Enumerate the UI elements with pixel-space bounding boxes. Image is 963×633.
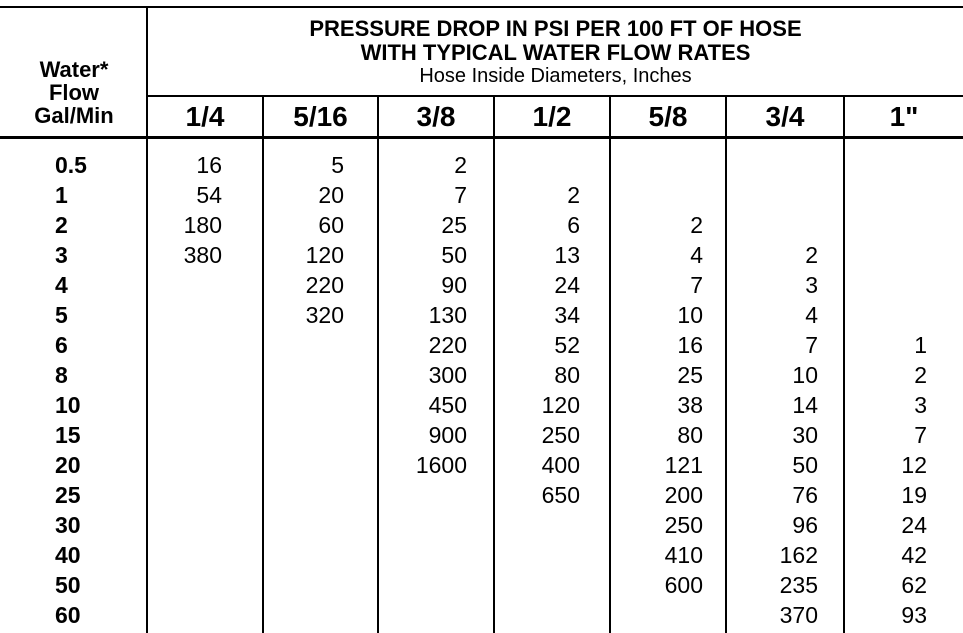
table-cell: 50 xyxy=(792,452,818,478)
table-cell: 2 xyxy=(914,362,927,388)
table-cell xyxy=(244,450,344,480)
table-cell: 235 xyxy=(779,572,818,598)
column-header: 5/8 xyxy=(648,101,688,132)
table-cell: 1 xyxy=(914,332,927,358)
table-cell xyxy=(122,450,222,480)
table-cell: 7 xyxy=(914,422,927,448)
table-cell: 320 xyxy=(305,302,344,328)
row-flow-label: 1 xyxy=(55,182,68,208)
table-cell xyxy=(367,570,467,600)
table-cell: 96 xyxy=(792,512,818,538)
table-cell xyxy=(367,510,467,540)
table-cell: 200 xyxy=(664,482,703,508)
table-cell xyxy=(480,540,580,570)
table-cell: 14 xyxy=(792,392,818,418)
table-cell: 7 xyxy=(690,272,703,298)
table-cell xyxy=(827,210,927,240)
table-cell xyxy=(718,150,818,180)
table-cell xyxy=(122,510,222,540)
row-flow-label: 0.5 xyxy=(55,152,87,178)
table-cell xyxy=(244,330,344,360)
table-cell: 90 xyxy=(441,272,467,298)
table-cell: 5 xyxy=(331,152,344,178)
table-cell: 650 xyxy=(541,482,580,508)
table-cell: 19 xyxy=(901,482,927,508)
table-cell xyxy=(244,360,344,390)
table-cell: 900 xyxy=(428,422,467,448)
column-header: 1/4 xyxy=(185,101,225,132)
table-cell xyxy=(480,600,580,630)
table-cell: 220 xyxy=(305,272,344,298)
table-cell: 300 xyxy=(428,362,467,388)
table-cell xyxy=(827,300,927,330)
flow-header-line-1: Water* xyxy=(39,57,109,82)
table-cell: 130 xyxy=(428,302,467,328)
table-cell: 450 xyxy=(428,392,467,418)
table-cell xyxy=(122,330,222,360)
row-flow-label: 5 xyxy=(55,302,68,328)
table-cell: 38 xyxy=(677,392,703,418)
table-cell: 250 xyxy=(541,422,580,448)
table-cell xyxy=(827,240,927,270)
top-border xyxy=(0,6,963,8)
table-cell xyxy=(244,510,344,540)
table-title-line-2: WITH TYPICAL WATER FLOW RATES xyxy=(360,40,751,65)
row-flow-label: 15 xyxy=(55,422,81,448)
table-cell: 410 xyxy=(664,542,703,568)
table-cell: 4 xyxy=(805,302,818,328)
table-cell: 3 xyxy=(914,392,927,418)
table-cell: 220 xyxy=(428,332,467,358)
table-cell xyxy=(718,180,818,210)
column-header: 5/16 xyxy=(293,101,348,132)
column-header: 3/4 xyxy=(765,101,805,132)
table-cell xyxy=(122,390,222,420)
table-cell xyxy=(367,480,467,510)
table-cell: 370 xyxy=(779,602,818,628)
table-cell: 180 xyxy=(183,212,222,238)
table-cell: 380 xyxy=(183,242,222,268)
table-cell xyxy=(122,360,222,390)
table-cell xyxy=(122,480,222,510)
table-cell xyxy=(827,150,927,180)
table-cell: 25 xyxy=(441,212,467,238)
row-flow-label: 8 xyxy=(55,362,68,388)
row-flow-label: 40 xyxy=(55,542,81,568)
row-flow-label: 60 xyxy=(55,602,81,628)
table-cell: 600 xyxy=(664,572,703,598)
table-cell xyxy=(827,180,927,210)
table-cell: 76 xyxy=(792,482,818,508)
table-cell xyxy=(122,570,222,600)
row-flow-label: 2 xyxy=(55,212,68,238)
table-cell xyxy=(367,600,467,630)
table-cell xyxy=(122,420,222,450)
table-cell xyxy=(122,300,222,330)
table-cell: 2 xyxy=(690,212,703,238)
table-cell: 60 xyxy=(318,212,344,238)
table-title-line-1: PRESSURE DROP IN PSI PER 100 FT OF HOSE xyxy=(309,16,802,41)
table-cell: 42 xyxy=(901,542,927,568)
column-header: 3/8 xyxy=(416,101,456,132)
table-cell xyxy=(244,420,344,450)
table-cell: 30 xyxy=(792,422,818,448)
table-cell xyxy=(603,150,703,180)
table-cell: 3 xyxy=(805,272,818,298)
table-cell xyxy=(718,210,818,240)
table-cell: 12 xyxy=(901,452,927,478)
column-header: 1/2 xyxy=(532,101,572,132)
flow-header-line-2: Flow xyxy=(48,80,100,105)
table-cell: 120 xyxy=(305,242,344,268)
table-cell: 24 xyxy=(554,272,580,298)
row-flow-label: 50 xyxy=(55,572,81,598)
table-cell: 10 xyxy=(677,302,703,328)
table-cell: 54 xyxy=(196,182,222,208)
row-flow-label: 6 xyxy=(55,332,68,358)
table-cell xyxy=(244,390,344,420)
table-cell xyxy=(367,540,467,570)
table-cell: 93 xyxy=(901,602,927,628)
table-cell: 1600 xyxy=(415,452,467,478)
table-cell xyxy=(480,510,580,540)
row-flow-label: 3 xyxy=(55,242,68,268)
table-cell: 20 xyxy=(318,182,344,208)
table-cell: 2 xyxy=(805,242,818,268)
table-cell: 16 xyxy=(677,332,703,358)
table-cell: 25 xyxy=(677,362,703,388)
table-cell: 400 xyxy=(541,452,580,478)
table-cell: 4 xyxy=(690,242,703,268)
table-cell xyxy=(122,600,222,630)
table-cell: 2 xyxy=(567,182,580,208)
column-header: 1" xyxy=(889,101,919,132)
table-cell: 162 xyxy=(779,542,818,568)
table-cell: 10 xyxy=(792,362,818,388)
table-cell xyxy=(603,600,703,630)
row-flow-label: 10 xyxy=(55,392,81,418)
table-cell: 121 xyxy=(664,452,703,478)
table-subtitle: Hose Inside Diameters, Inches xyxy=(419,65,692,87)
table-cell: 13 xyxy=(554,242,580,268)
table-cell: 34 xyxy=(554,302,580,328)
table-cell xyxy=(603,180,703,210)
row-flow-label: 25 xyxy=(55,482,81,508)
flow-header-line-3: Gal/Min xyxy=(34,103,114,128)
table-cell: 52 xyxy=(554,332,580,358)
header-divider xyxy=(148,95,963,97)
table-cell: 80 xyxy=(677,422,703,448)
table-cell: 120 xyxy=(541,392,580,418)
table-cell xyxy=(122,540,222,570)
table-cell: 7 xyxy=(454,182,467,208)
table-cell: 7 xyxy=(805,332,818,358)
row-flow-label: 4 xyxy=(55,272,68,298)
table-cell: 2 xyxy=(454,152,467,178)
table-cell xyxy=(244,480,344,510)
table-cell: 24 xyxy=(901,512,927,538)
table-cell xyxy=(827,270,927,300)
table-cell xyxy=(480,570,580,600)
table-cell xyxy=(244,600,344,630)
table-cell xyxy=(244,570,344,600)
table-cell: 16 xyxy=(196,152,222,178)
table-cell xyxy=(122,270,222,300)
header-bottom-border xyxy=(0,136,963,139)
table-cell: 80 xyxy=(554,362,580,388)
table-cell: 6 xyxy=(567,212,580,238)
table-cell: 50 xyxy=(441,242,467,268)
row-flow-label: 20 xyxy=(55,452,81,478)
table-cell: 250 xyxy=(664,512,703,538)
table-cell xyxy=(480,150,580,180)
table-cell: 62 xyxy=(901,572,927,598)
table-cell xyxy=(244,540,344,570)
row-flow-label: 30 xyxy=(55,512,81,538)
